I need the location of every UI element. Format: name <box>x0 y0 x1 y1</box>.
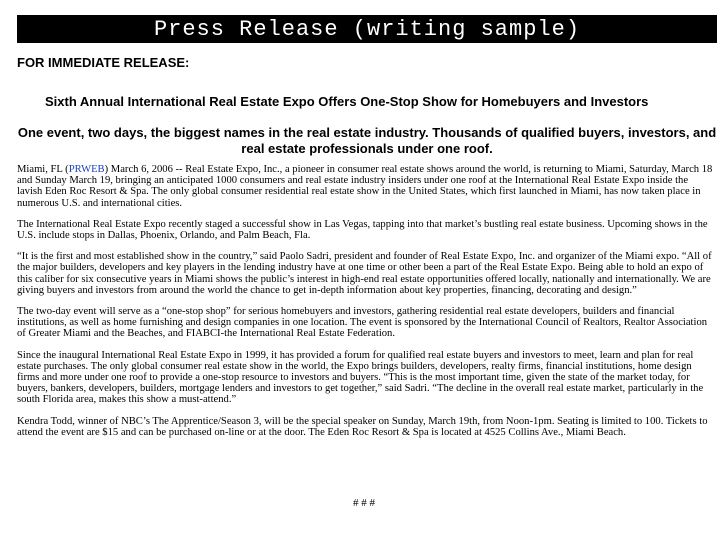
headline: Sixth Annual International Real Estate Expo Offers One-Stop Show for Homebuyers and Investors <box>45 94 649 109</box>
subheadline: One event, two days, the biggest names in the real estate industry. Thousands of qualified buyers, investors, and real estate professionals under one roof. <box>17 125 717 156</box>
page-title: Press Release (writing sample) <box>17 15 717 43</box>
release-label: FOR IMMEDIATE RELEASE: <box>17 55 190 70</box>
paragraph-4: The two-day event will serve as a “one-stop shop” for serious homebuyers and investors, gathering residential real estate developers, builders and financial institutions, as well as home furnishing and design companies in one location. The event is sponsored by the International Council of Realtors, Realtor Association of Greater Miami and the Beaches, and FIABCI-the International Real Estate Federation. <box>17 306 708 340</box>
paragraph-1-text: ) March 6, 2006 -- Real Estate Expo, Inc., a pioneer in consumer real estate shows around the world, is returning to Miami, Saturday, March 18 and Sunday March 19, bringing an anticipated 1000 consumers and real estate industry insiders under one roof at the International Real Estate Expo inside the lavish Eden Roc Resort & Spa. The only global consumer residential real estate show in the United States, which first launched in Miami, has now taken place in numerous U.S. and international cities. <box>17 164 713 209</box>
paragraph-6: Kendra Todd, winner of NBC’s The Apprentice/Season 3, will be the special speaker on Sunday, March 19th, from Noon-1pm. Seating is limited to 100. Tickets to attend the event are $15 and can be purchased on-line or at the door. The Eden Roc Resort & Spa is located at 4525 Collins Ave., Miami Beach. <box>17 415 708 438</box>
article-body <box>17 164 715 448</box>
paragraph-dateline <box>17 164 715 209</box>
paragraph-3: “It is the first and most established show in the country,” said Paolo Sadri, president and founder of Real Estate Expo, Inc. and organizer of the Miami expo. “All of the major builders, developers and key players in the lending industry have at one time or other been a part of the Real Estate Expo. Being able to hold an expo of this caliber for six consecutive years in Miami shows the public’s interest in high-end real estate opportunities offered locally, nationally and internationally. We are giving buyers and investors from around the world the chance to get in-depth information about key properties, financing, decorating and design.” <box>17 251 712 296</box>
end-mark: # # # <box>353 497 375 509</box>
dateline-prefix: Miami, FL ( <box>17 164 69 175</box>
prweb-link[interactable]: PRWEB <box>68 164 105 175</box>
paragraph-5: Since the inaugural International Real Estate Expo in 1999, it has provided a forum for qualified real estate buyers and investors to meet, learn and plan for real estate purchases. The only global consumer real estate show in the world, the Expo brings builders, developers, realty firms, financial institutions, home design firms and more under one roof to provide a one-stop resource to investors and buyers. “This is the most important time, given the state of the market today, for buyers, bankers, developers, builders, mortgage lenders and investors to get together,” said Sadri. “The decline in the overall real estate market, particularly in the south Florida area, makes this show a must-attend.” <box>17 349 704 406</box>
paragraph-2: The International Real Estate Expo recently staged a successful show in Las Vegas, tapping into that market’s bustling real estate business. Upcoming shows in the U.S. include stops in Dallas, Phoenix, Orlando, and Palm Beach, Fla. <box>17 218 708 242</box>
